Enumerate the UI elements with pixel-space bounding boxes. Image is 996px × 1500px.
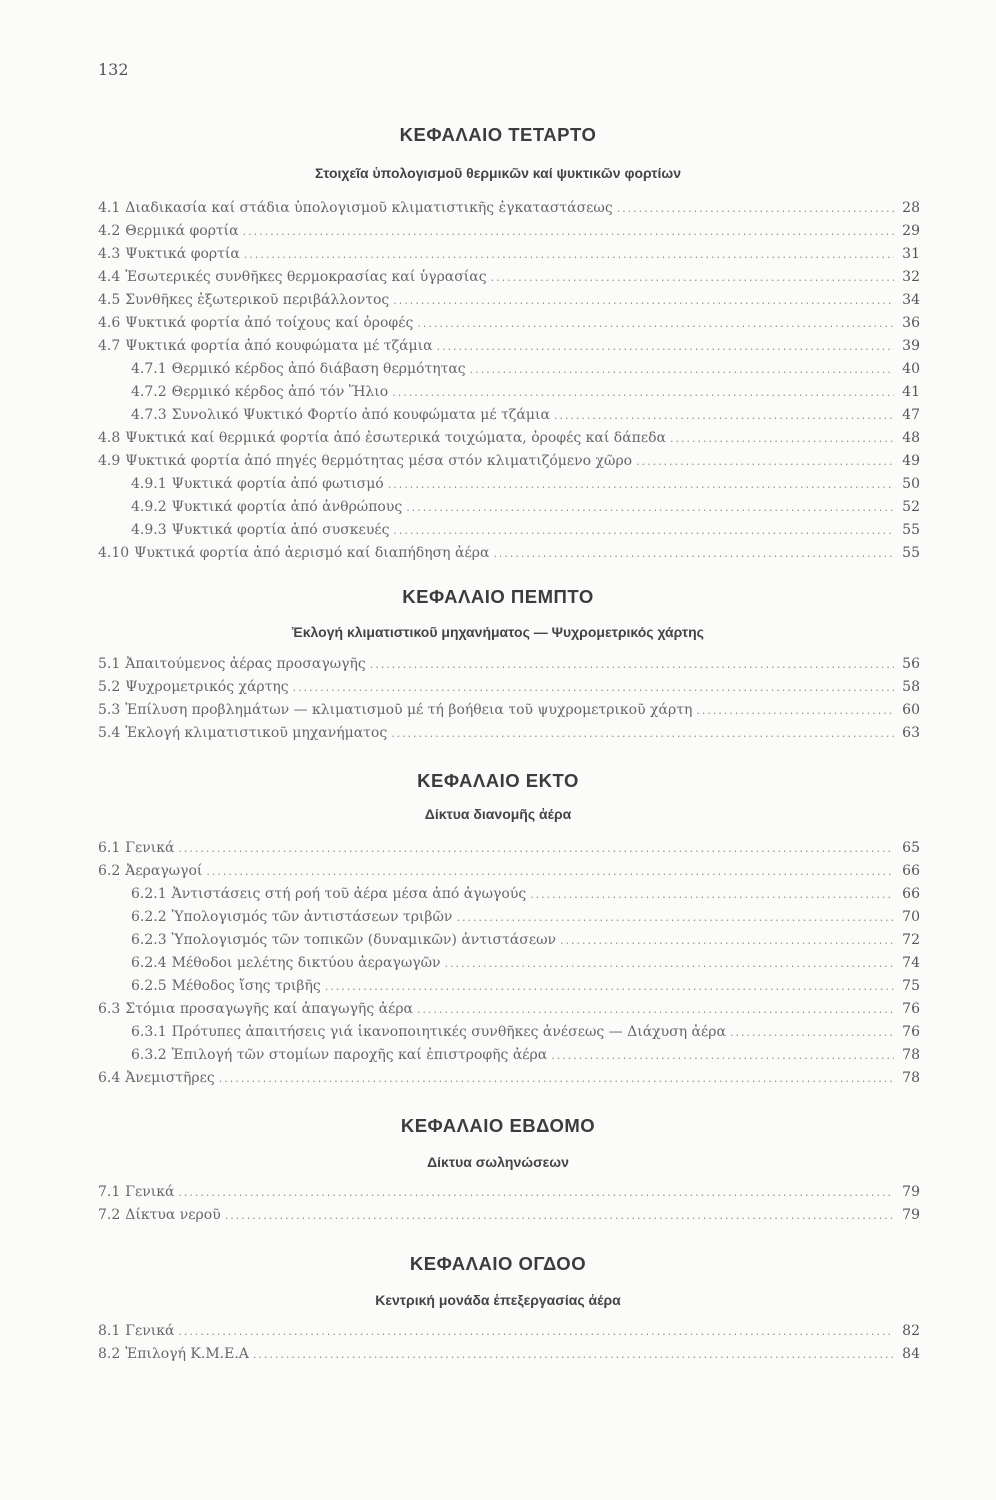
toc-entry[interactable] <box>98 656 920 679</box>
entry-title: Ψυκτικά φορτία ἀπό τοίχους καί ὀροφές <box>125 315 414 331</box>
dot-leader <box>670 432 894 445</box>
dot-leader <box>293 681 894 694</box>
chapter-title: ΚΕΦΑΛΑΙΟ ΕΒΔΟΜΟ <box>400 1115 596 1136</box>
entry-title: Ἐπιλογή τῶν στομίων παροχῆς καί ἐπιστροφῆς ἀέρα <box>171 1047 548 1063</box>
entry-number: 6.1 <box>98 840 121 856</box>
chapter-title: ΚΕΦΑΛΑΙΟ ΕΚΤΟ <box>417 770 579 791</box>
entry-title: Συνθῆκες ἐξωτερικοῦ περιβάλλοντος <box>125 292 390 308</box>
dot-leader <box>388 478 894 491</box>
toc-subentry[interactable] <box>98 886 920 909</box>
dot-leader <box>491 271 894 284</box>
chapter-subtitle: Κεντρική μονάδα ἐπεξεργασίας ἀέρα <box>375 1292 621 1308</box>
entry-title: Μέθοδοι μελέτης δικτύου ἀεραγωγῶν <box>171 955 441 971</box>
dot-leader <box>493 547 894 560</box>
chapter-5-header <box>0 586 996 608</box>
entry-number: 4.9.1 <box>131 476 167 492</box>
entry-page: 66 <box>902 886 920 902</box>
dot-leader <box>417 1003 894 1016</box>
chapter-7-subtitle-wrap <box>0 1154 996 1170</box>
toc-entry[interactable] <box>98 269 920 292</box>
toc-entry[interactable] <box>98 430 920 453</box>
entry-page: 78 <box>902 1047 920 1063</box>
toc-entry[interactable] <box>98 292 920 315</box>
toc-subentry[interactable] <box>98 932 920 955</box>
entry-page: 82 <box>902 1323 920 1339</box>
dot-leader <box>219 1072 894 1085</box>
entry-title: Ψυκτικά φορτία ἀπό ἀνθρώπους <box>171 499 403 515</box>
entry-page: 63 <box>902 725 920 741</box>
entry-page: 39 <box>902 338 920 354</box>
chapter-4-header <box>0 124 996 146</box>
entry-page: 31 <box>902 246 920 262</box>
entry-title: Ψυχρομετρικός χάρτης <box>125 679 289 695</box>
entry-page: 58 <box>902 679 920 695</box>
dot-leader <box>456 911 894 924</box>
entry-page: 72 <box>902 932 920 948</box>
entry-number: 4.10 <box>98 545 130 561</box>
toc-list <box>98 1184 920 1230</box>
entry-number: 4.9.2 <box>131 499 167 515</box>
dot-leader <box>730 1026 894 1039</box>
dot-leader <box>392 386 894 399</box>
entry-page: 70 <box>902 909 920 925</box>
chapter-subtitle: Δίκτυα σωληνώσεων <box>427 1154 569 1170</box>
entry-title: Ψυκτικά φορτία ἀπό κουφώματα μέ τζάμια <box>125 338 433 354</box>
entry-number: 5.4 <box>98 725 121 741</box>
entry-number: 6.3 <box>98 1001 121 1017</box>
entry-page: 60 <box>902 702 920 718</box>
entry-number: 6.2.3 <box>131 932 167 948</box>
toc-subentry[interactable] <box>98 499 920 522</box>
entry-title: Γενικά <box>125 840 175 856</box>
toc-entry[interactable] <box>98 1323 920 1346</box>
entry-page: 55 <box>902 522 920 538</box>
toc-entry[interactable] <box>98 1001 920 1024</box>
entry-title: Ἀνεμιστῆρες <box>125 1070 215 1086</box>
entry-page: 50 <box>902 476 920 492</box>
entry-page: 32 <box>902 269 920 285</box>
toc-entry[interactable] <box>98 725 920 748</box>
entry-number: 4.7 <box>98 338 121 354</box>
entry-number: 4.3 <box>98 246 121 262</box>
entry-number: 6.2.5 <box>131 978 167 994</box>
toc-subentry[interactable] <box>98 1047 920 1070</box>
entry-number: 4.7.2 <box>131 384 167 400</box>
entry-number: 6.2 <box>98 863 121 879</box>
dot-leader <box>243 225 894 238</box>
entry-page: 78 <box>902 1070 920 1086</box>
entry-title: Δίκτυα νεροῦ <box>125 1207 221 1223</box>
toc-entry[interactable] <box>98 453 920 476</box>
chapter-subtitle: Ἐκλογή κλιματιστικοῦ μηχανήματος — Ψυχρομετρικός χάρτης <box>292 624 704 640</box>
entry-title: Ἀπαιτούμενος ἀέρας προσαγωγῆς <box>125 656 366 672</box>
entry-number: 4.6 <box>98 315 121 331</box>
toc-entry[interactable] <box>98 1346 920 1369</box>
toc-subentry[interactable] <box>98 522 920 545</box>
entry-page: 79 <box>902 1207 920 1223</box>
toc-entry[interactable] <box>98 315 920 338</box>
entry-page: 74 <box>902 955 920 971</box>
toc-list <box>98 840 920 1093</box>
toc-entry[interactable] <box>98 840 920 863</box>
toc-entry[interactable] <box>98 200 920 223</box>
toc-entry[interactable] <box>98 1207 920 1230</box>
toc-entry[interactable] <box>98 545 920 568</box>
chapter-8-subtitle-wrap <box>0 1292 996 1308</box>
entry-page: 29 <box>902 223 920 239</box>
page-number: 132 <box>98 60 129 79</box>
entry-page: 34 <box>902 292 920 308</box>
chapter-title: ΚΕΦΑΛΑΙΟ ΟΓΔΟΟ <box>409 1253 587 1274</box>
entry-title: Ψυκτικά φορτία ἀπό ἀερισμό καί διαπήδηση ἀέρα <box>134 545 490 561</box>
entry-page: 49 <box>902 453 920 469</box>
entry-title: Μέθοδος ἴσης τριβῆς <box>171 978 321 994</box>
toc-subentry[interactable] <box>98 384 920 407</box>
entry-number: 4.7.1 <box>131 361 167 377</box>
dot-leader <box>244 248 894 261</box>
chapter-8-header <box>0 1253 996 1275</box>
entry-number: 4.2 <box>98 223 121 239</box>
entry-title: Ἀεραγωγοί <box>125 863 203 879</box>
dot-leader <box>554 409 894 422</box>
entry-title: Ψυκτικά φορτία <box>125 246 240 262</box>
entry-page: 76 <box>902 1001 920 1017</box>
entry-page: 48 <box>902 430 920 446</box>
toc-entry[interactable] <box>98 1184 920 1207</box>
entry-number: 6.3.1 <box>131 1024 167 1040</box>
entry-number: 8.2 <box>98 1346 121 1362</box>
dot-leader <box>370 658 894 671</box>
dot-leader <box>253 1348 894 1361</box>
dot-leader <box>636 455 894 468</box>
entry-page: 65 <box>902 840 920 856</box>
entry-number: 7.2 <box>98 1207 121 1223</box>
dot-leader <box>696 704 894 717</box>
dot-leader <box>551 1049 894 1062</box>
toc-entry[interactable] <box>98 246 920 269</box>
chapter-title: ΚΕΦΑΛΑΙΟ ΤΕΤΑΡΤΟ <box>399 124 597 145</box>
entry-title: Διαδικασία καί στάδια ὑπολογισμοῦ κλιματιστικῆς ἐγκαταστάσεως <box>125 200 613 216</box>
dot-leader <box>530 888 894 901</box>
chapter-6-subtitle-wrap <box>0 806 996 822</box>
entry-title: Ψυκτικά φορτία ἀπό πηγές θερμότητας μέσα στόν κλιματιζόμενο χῶρο <box>125 453 633 469</box>
entry-page: 79 <box>902 1184 920 1200</box>
entry-number: 5.2 <box>98 679 121 695</box>
dot-leader <box>406 501 894 514</box>
entry-number: 7.1 <box>98 1184 121 1200</box>
toc-entry[interactable] <box>98 702 920 725</box>
entry-number: 4.9.3 <box>131 522 167 538</box>
dot-leader <box>617 202 894 215</box>
entry-title: Ψυκτικά φορτία ἀπό φωτισμό <box>171 476 384 492</box>
chapter-title: ΚΕΦΑΛΑΙΟ ΠΕΜΠΤΟ <box>402 586 594 607</box>
entry-page: 36 <box>902 315 920 331</box>
toc-subentry[interactable] <box>98 476 920 499</box>
entry-page: 55 <box>902 545 920 561</box>
entry-title: Ἐπίλυση προβλημάτων — κλιματισμοῦ μέ τή βοήθεια τοῦ ψυχρομετρικοῦ χάρτη <box>125 702 693 718</box>
toc-entry[interactable] <box>98 679 920 702</box>
entry-title: Γενικά <box>125 1323 175 1339</box>
entry-number: 6.3.2 <box>131 1047 167 1063</box>
entry-page: 28 <box>902 200 920 216</box>
dot-leader <box>417 317 894 330</box>
entry-title: Θερμικά φορτία <box>125 223 239 239</box>
toc-subentry[interactable] <box>98 909 920 932</box>
entry-number: 4.5 <box>98 292 121 308</box>
chapter-subtitle: Δίκτυα διανομῆς ἀέρα <box>424 806 572 822</box>
entry-page: 52 <box>902 499 920 515</box>
entry-number: 4.7.3 <box>131 407 167 423</box>
toc-list <box>98 1323 920 1369</box>
dot-leader <box>206 865 894 878</box>
entry-page: 56 <box>902 656 920 672</box>
toc-list <box>98 200 920 568</box>
dot-leader <box>470 363 894 376</box>
entry-title: Ἐπιλογή Κ.Μ.Ε.Α <box>125 1346 249 1362</box>
entry-number: 6.2.1 <box>131 886 167 902</box>
chapter-4-subtitle-wrap <box>0 165 996 181</box>
dot-leader <box>560 934 894 947</box>
entry-page: 41 <box>902 384 920 400</box>
toc-subentry[interactable] <box>98 955 920 978</box>
toc-list <box>98 656 920 748</box>
entry-page: 76 <box>902 1024 920 1040</box>
toc-entry[interactable] <box>98 223 920 246</box>
entry-page: 40 <box>902 361 920 377</box>
entry-title: Θερμικό κέρδος ἀπό διάβαση θερμότητας <box>171 361 466 377</box>
toc-subentry[interactable] <box>98 361 920 384</box>
entry-number: 6.4 <box>98 1070 121 1086</box>
entry-title: Ὑπολογισμός τῶν ἀντιστάσεων τριβῶν <box>171 909 453 925</box>
dot-leader <box>178 842 894 855</box>
toc-entry[interactable] <box>98 863 920 886</box>
entry-page: 84 <box>902 1346 920 1362</box>
dot-leader <box>178 1325 894 1338</box>
entry-number: 5.1 <box>98 656 121 672</box>
entry-number: 4.4 <box>98 269 121 285</box>
entry-page: 75 <box>902 978 920 994</box>
entry-number: 4.1 <box>98 200 121 216</box>
entry-title: Ὑπολογισμός τῶν τοπικῶν (δυναμικῶν) ἀντιστάσεων <box>171 932 557 948</box>
entry-title: Ψυκτικά καί θερμικά φορτία ἀπό ἐσωτερικά τοιχώματα, ὀροφές καί δάπεδα <box>125 430 666 446</box>
toc-entry[interactable] <box>98 338 920 361</box>
dot-leader <box>325 980 894 993</box>
chapter-subtitle: Στοιχεῖα ὑπολογισμοῦ θερμικῶν καί ψυκτικῶν φορτίων <box>314 165 682 181</box>
entry-title: Ἀντιστάσεις στή ροή τοῦ ἀέρα μέσα ἀπό ἀγωγούς <box>171 886 527 902</box>
entry-title: Θερμικό κέρδος ἀπό τόν Ἥλιο <box>171 384 389 400</box>
chapter-6-header <box>0 770 996 792</box>
dot-leader <box>445 957 894 970</box>
dot-leader <box>178 1186 894 1199</box>
entry-number: 5.3 <box>98 702 121 718</box>
entry-title: Πρότυπες ἀπαιτήσεις γιά ἱκανοποιητικές συνθῆκες ἀνέσεως — Διάχυση ἀέρα <box>171 1024 726 1040</box>
toc-subentry[interactable] <box>98 1024 920 1047</box>
entry-number: 6.2.4 <box>131 955 167 971</box>
entry-title: Συνολικό Ψυκτικό Φορτίο ἀπό κουφώματα μέ τζάμια <box>171 407 550 423</box>
entry-title: Στόμια προσαγωγῆς καί ἀπαγωγῆς ἀέρα <box>125 1001 414 1017</box>
entry-title: Γενικά <box>125 1184 175 1200</box>
dot-leader <box>393 294 894 307</box>
entry-title: Ψυκτικά φορτία ἀπό συσκευές <box>171 522 390 538</box>
entry-page: 66 <box>902 863 920 879</box>
entry-title: Ἐσωτερικές συνθῆκες θερμοκρασίας καί ὑγρασίας <box>125 269 487 285</box>
toc-entry[interactable] <box>98 1070 920 1093</box>
entry-number: 4.9 <box>98 453 121 469</box>
dot-leader <box>225 1209 894 1222</box>
chapter-7-header <box>0 1115 996 1137</box>
chapter-5-subtitle-wrap <box>0 624 996 640</box>
entry-number: 6.2.2 <box>131 909 167 925</box>
toc-subentry[interactable] <box>98 407 920 430</box>
entry-title: Ἐκλογή κλιματιστικοῦ μηχανήματος <box>125 725 388 741</box>
dot-leader <box>391 727 894 740</box>
entry-number: 8.1 <box>98 1323 121 1339</box>
toc-subentry[interactable] <box>98 978 920 1001</box>
entry-page: 47 <box>902 407 920 423</box>
dot-leader <box>437 340 894 353</box>
entry-number: 4.8 <box>98 430 121 446</box>
dot-leader <box>393 524 894 537</box>
